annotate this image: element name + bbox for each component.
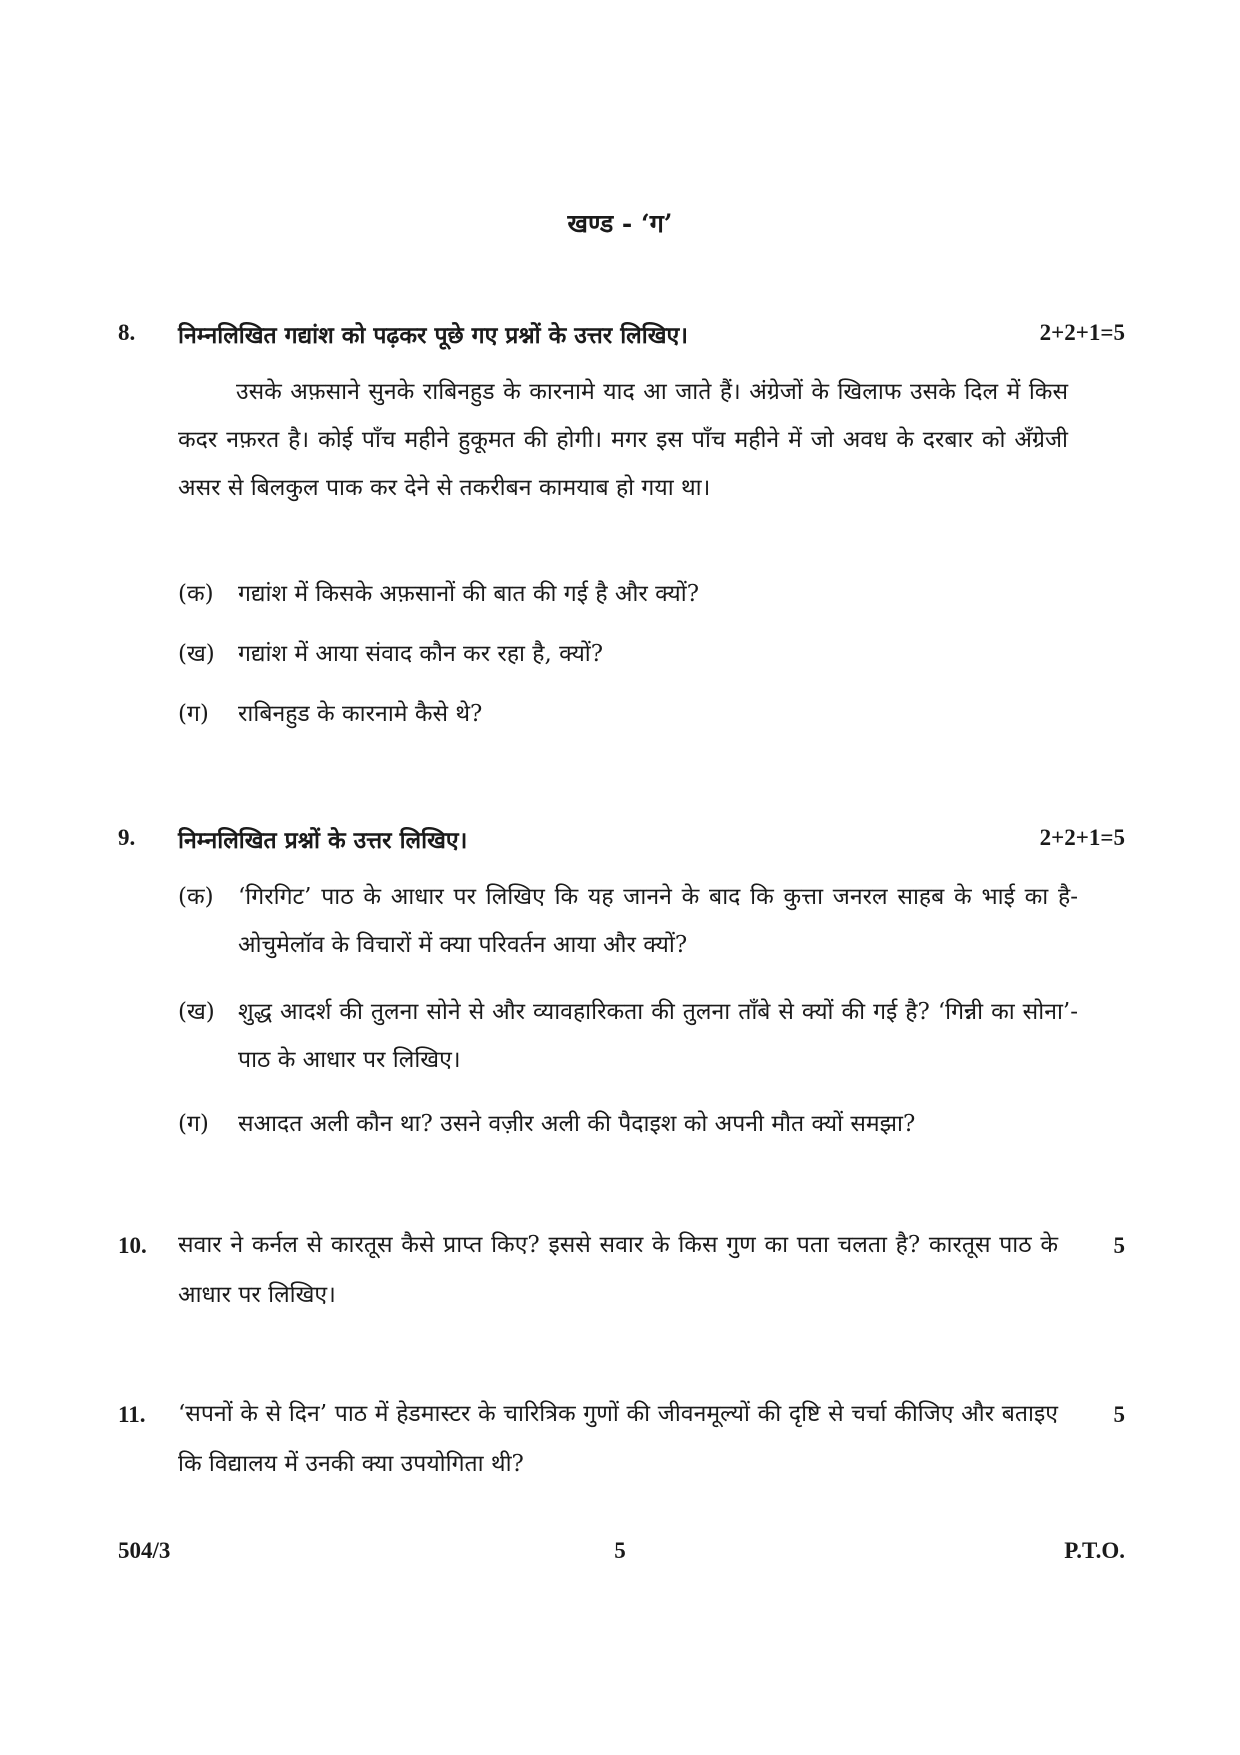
question-marks: 5 [1113,1233,1125,1258]
please-turn-over: P.T.O. [1064,1538,1125,1563]
passage: उसके अफ़साने सुनके राबिनहुड के कारनामे याद आ जाते हैं। अंग्रेजों के खिलाफ उसके दिल में किस कदर नफ़रत है। कोई पाँच महीने हुकूमत की होगी। मगर इस पाँच महीने में जो अवध के दरबार को अँग्रेजी असर से बिलकुल पाक कर देने से तकरीबन कामयाब हो गया था। [178,379,1068,501]
question-heading: निम्नलिखित गद्यांश को पढ़कर पूछे गए प्रश्नों के उत्तर लिखिए। [178,322,688,349]
sub-question-text: ‘गिरगिट’ पाठ के आधार पर लिखिए कि यह जानने के बाद कि कुत्ता जनरल साहब के भाई का है-ओचुमेलॉव के विचारों में क्या परिवर्तन आया और क्यों? [238,884,1078,958]
sub-question-text: सआदत अली कौन था? उसने वज़ीर अली की पैदाइश को अपनी मौत क्यों समझा? [238,1111,916,1137]
sub-question [178,690,1078,738]
sub-question-text: शुद्ध आदर्श की तुलना सोने से और व्यावहारिकता की तुलना ताँबे से क्यों की गई है? ‘गिन्नी का सोना’-पाठ के आधार पर लिखिए। [238,999,1078,1073]
sub-question-text: गद्यांश में आया संवाद कौन कर रहा है, क्यों? [238,641,604,667]
sub-question-text: राबिनहुड के कारनामे कैसे थे? [238,701,483,727]
question-number: 11. [118,1402,146,1427]
sub-question [178,1100,1078,1148]
question-marks: 2+2+1=5 [1039,320,1125,345]
question-marks: 5 [1113,1402,1125,1427]
sub-question-label: (ग) [178,701,209,727]
question-number: 9. [118,825,136,850]
sub-question [178,570,1078,618]
sub-question-label: (ख) [178,641,215,667]
sub-question [178,630,1078,678]
sub-question-label: (ख) [178,999,215,1025]
sub-question-label: (क) [178,884,214,910]
question-text: ‘सपनों के से दिन’ पाठ में हेडमास्टर के चारित्रिक गुणों की जीवनमूल्यों की दृष्टि से चर्चा कीजिए और बताइए कि विद्यालय में उनकी क्या उपयोगिता थी? [178,1401,1058,1477]
question-number: 10. [118,1233,147,1258]
sub-question [178,873,1078,969]
question-text: सवार ने कर्नल से कारतूस कैसे प्राप्त किए? इससे सवार के किस गुण का पता चलता है? कारतूस पाठ के आधार पर लिखिए। [178,1232,1058,1308]
question-number: 8. [118,320,136,345]
page-number: 5 [614,1538,626,1563]
question-heading: निम्नलिखित प्रश्नों के उत्तर लिखिए। [178,827,468,854]
section-title: खण्ड - ‘ग’ [567,209,673,238]
question-marks: 2+2+1=5 [1039,825,1125,850]
sub-question-text: गद्यांश में किसके अफ़सानों की बात की गई है और क्यों? [238,581,700,607]
sub-question [178,988,1078,1084]
sub-question-label: (ग) [178,1111,209,1137]
paper-code: 504/3 [118,1538,171,1563]
sub-question-label: (क) [178,581,214,607]
